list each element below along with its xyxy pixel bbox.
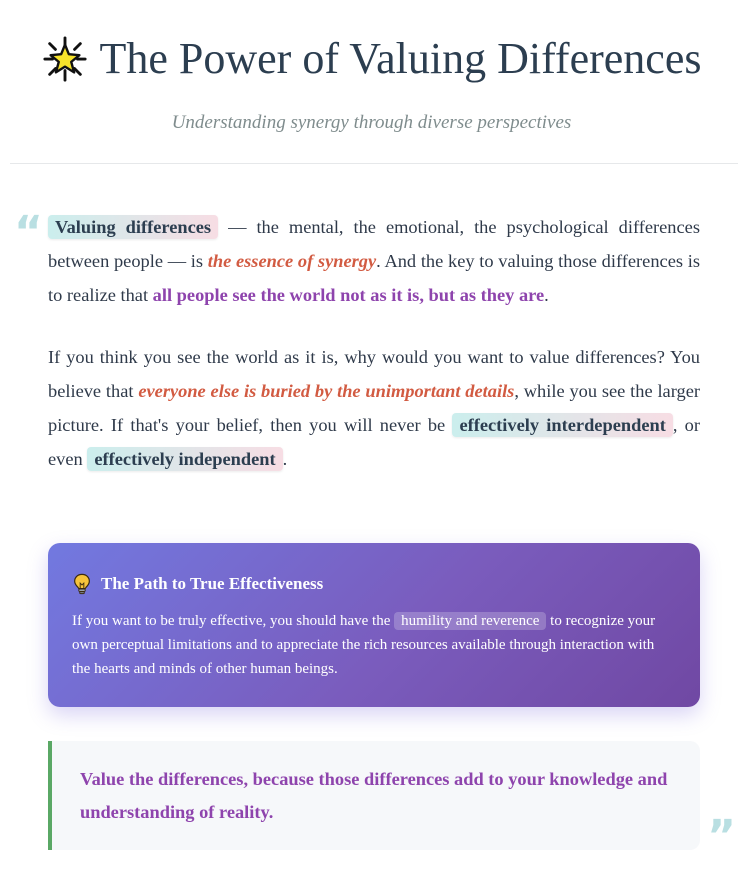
open-quote-mark: “: [14, 207, 40, 258]
lightbulb-icon: [72, 573, 92, 595]
paragraph-1: [48, 210, 700, 312]
para2-text-4: .: [282, 449, 288, 469]
key-takeaway-callout: [48, 741, 700, 850]
paragraph-2: [48, 340, 700, 476]
para2-text-2: , while you see the larger picture. If that's your belief, then you will never be: [48, 381, 700, 435]
close-quote-mark: ”: [707, 811, 733, 862]
page-title: [0, 28, 743, 90]
card-body: [72, 609, 676, 681]
card-body-text-1: If you want to be truly effective, you should have the: [72, 613, 395, 629]
article-body: [48, 210, 700, 476]
page-subtitle: Understanding synergy through diverse perspectives: [171, 112, 572, 133]
page-title-text: The Power of Valuing Differences: [99, 34, 702, 83]
para1-text-1: — the mental, the emotional, the psychological differences between people — is: [48, 217, 700, 271]
para1-text-2: . And the key to valuing those differences is to realize that: [48, 251, 700, 305]
emphasis-buried-by-details: everyone else is buried by the unimportant details: [138, 381, 515, 401]
para2-text-1: If you think you see the world as it is, why would you want to value differences? You believe that: [48, 347, 700, 401]
strong-see-the-world: all people see the world not as it is, but as they are: [152, 285, 545, 305]
card-title: [72, 573, 676, 595]
card-body-text-2: to recognize your own perceptual limitations and to appreciate the rich resources available through interaction with the hearts and minds of other human beings.: [72, 613, 656, 677]
callout-text: Value the differences, because those differences add to your knowledge and understanding of reality.: [80, 769, 668, 822]
header-divider: [10, 163, 738, 164]
highlight-effectively-interdependent: effectively interdependent: [452, 413, 672, 437]
para2-text-3: , or even: [48, 415, 700, 469]
highlight-valuing-differences: Valuing differences: [48, 215, 218, 239]
effectiveness-card: [48, 543, 700, 707]
highlight-humility-reverence: humility and reverence: [394, 612, 546, 630]
para1-text-3: .: [544, 285, 549, 305]
highlight-effectively-independent: effectively independent: [87, 447, 282, 471]
card-title-text: The Path to True Effectiveness: [101, 574, 324, 593]
page-header: [0, 0, 743, 134]
sparkle-star-icon: [42, 36, 88, 82]
emphasis-essence-of-synergy: the essence of synergy: [207, 251, 377, 271]
